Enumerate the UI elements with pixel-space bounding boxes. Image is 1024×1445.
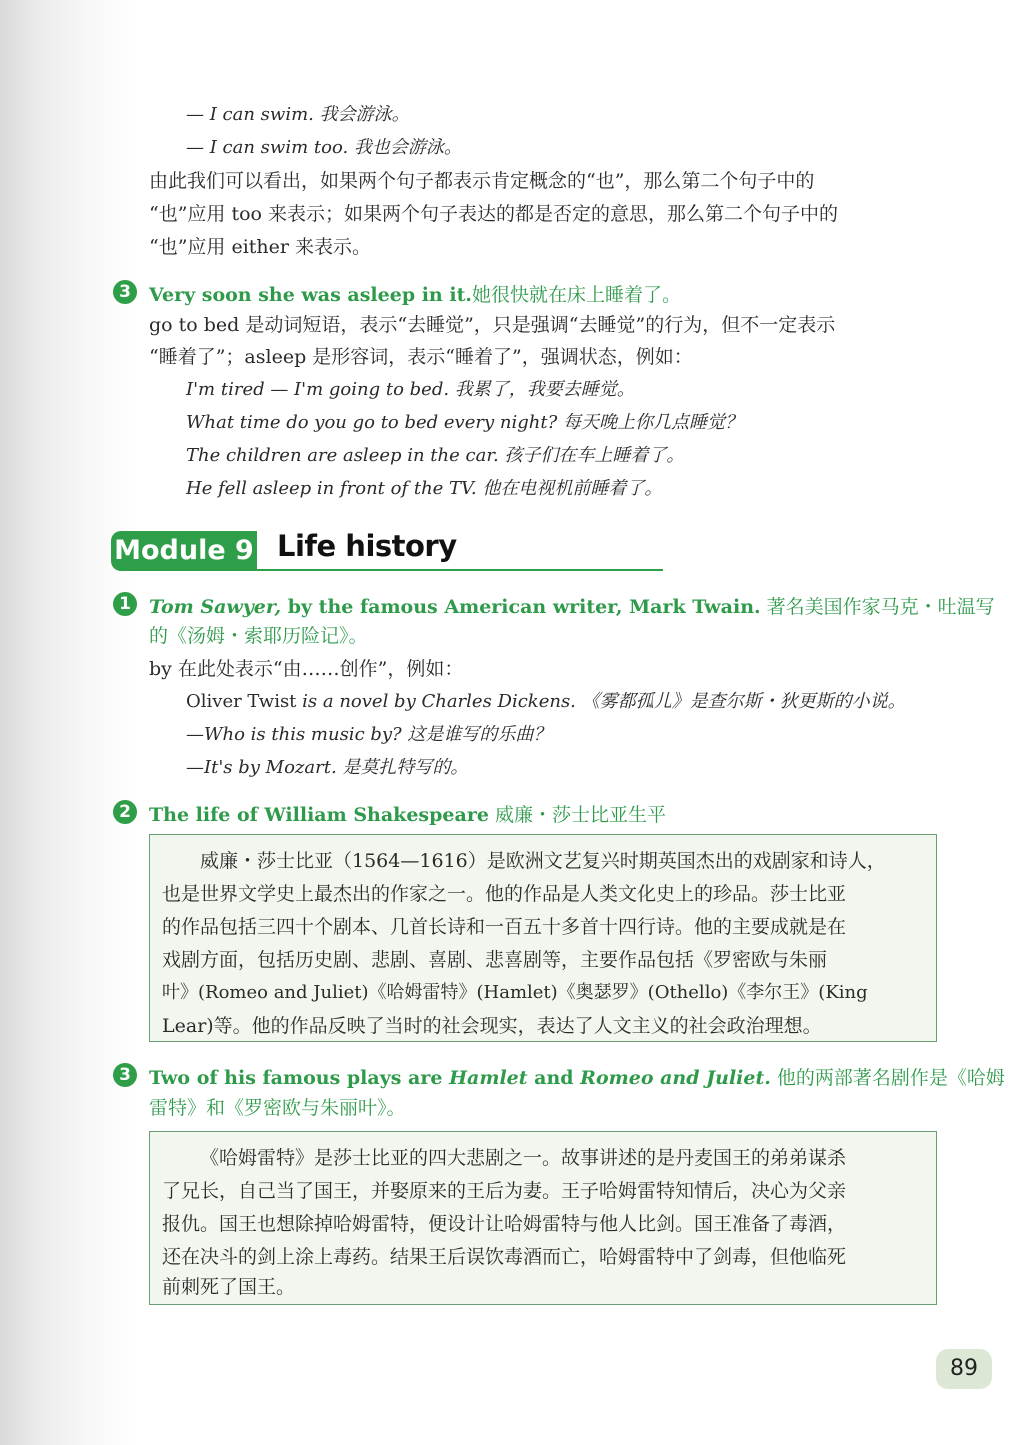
paragraph-line: 由此我们可以看出，如果两个句子都表示肯定概念的“也”，那么第二个句子中的 bbox=[149, 170, 815, 192]
box-line: 的作品包括三四十个剧本、几首长诗和一百五十多首十四行诗。他的主要成就是在 bbox=[162, 916, 847, 938]
module-badge: Module 9 bbox=[111, 531, 257, 571]
box-line: 还在决斗的剑上涂上毒药。结果王后误饮毒酒而亡，哈姆雷特中了剑毒，但他临死 bbox=[162, 1246, 847, 1268]
heading-english: The life of William Shakespeare bbox=[149, 804, 489, 826]
heading-chinese: 他的两部著名剧作是《哈姆 bbox=[770, 1067, 1005, 1089]
point-heading bbox=[149, 592, 995, 619]
example-line: —Who is this music by? 这是谁写的乐曲？ bbox=[186, 724, 552, 745]
example-line: The children are asleep in the car. 孩子们在车上睡着了。 bbox=[186, 445, 685, 466]
box-line: 报仇。国王也想除掉哈姆雷特，便设计让哈姆雷特与他人比剑。国王准备了毒酒， bbox=[162, 1213, 847, 1235]
heading-english: Very soon she was asleep in it. bbox=[149, 284, 472, 306]
box-line: 也是世界文学史上最杰出的作家之一。他的作品是人类文化史上的珍品。莎士比亚 bbox=[162, 883, 847, 905]
point-heading bbox=[149, 1063, 1005, 1090]
example-line: — I can swim too. 我也会游泳。 bbox=[186, 137, 462, 158]
paragraph-line: go to bed 是动词短语，表示“去睡觉”，只是强调“去睡觉”的行为，但不一定表示 bbox=[149, 314, 836, 336]
example-line: He fell asleep in front of the TV. 他在电视机前睡着了。 bbox=[186, 478, 663, 499]
heading-english: and bbox=[527, 1067, 581, 1089]
box-line: 前刺死了国王。 bbox=[162, 1276, 296, 1298]
module-underline bbox=[257, 569, 663, 571]
box-line: 威廉・莎士比亚（1564—1616）是欧洲文艺复兴时期英国杰出的戏剧家和诗人， bbox=[200, 850, 886, 872]
point-number-badge: 1 bbox=[113, 592, 137, 616]
info-box-shakespeare bbox=[149, 834, 937, 1042]
point-number-badge: 3 bbox=[113, 280, 137, 304]
point-number-badge: 3 bbox=[113, 1063, 137, 1087]
paragraph-line: by 在此处表示“由……创作”，例如： bbox=[149, 658, 464, 680]
heading-chinese-cont: 雷特》和《罗密欧与朱丽叶》。 bbox=[149, 1097, 406, 1119]
paragraph-line: “也”应用 too 来表示；如果两个句子表达的都是否定的意思，那么第二个句子中的 bbox=[149, 203, 839, 225]
book-title: Oliver Twist bbox=[186, 691, 297, 712]
example-line: — I can swim. 我会游泳。 bbox=[186, 104, 410, 125]
box-line: 了兄长，自己当了国王，并娶原来的王后为妻。王子哈姆雷特知情后，决心为父亲 bbox=[162, 1180, 847, 1202]
example-text: is a novel by Charles Dickens. 《雾都孤儿》是查尔斯・狄更斯的小说。 bbox=[296, 691, 906, 712]
example-line: What time do you go to bed every night? 每天晚上你几点睡觉？ bbox=[186, 412, 743, 433]
module-title: Life history bbox=[277, 529, 457, 563]
heading-chinese: 威廉・莎士比亚生平 bbox=[488, 804, 666, 826]
point-number-badge: 2 bbox=[113, 800, 137, 824]
box-line: 叶》(Romeo and Juliet)《哈姆雷特》(Hamlet)《奥瑟罗》(Othello)《李尔王》(King bbox=[162, 982, 868, 1003]
box-line: 戏剧方面，包括历史剧、悲剧、喜剧、悲喜剧等，主要作品包括《罗密欧与朱丽 bbox=[162, 949, 828, 971]
play-title: Romeo and Juliet. bbox=[580, 1067, 771, 1089]
box-line: Lear)等。他的作品反映了当时的社会现实，表达了人文主义的社会政治理想。 bbox=[162, 1015, 822, 1037]
example-line: —It's by Mozart. 是莫扎特写的。 bbox=[186, 757, 469, 778]
example-line bbox=[186, 687, 906, 713]
info-box-hamlet bbox=[149, 1131, 937, 1305]
heading-chinese: 她很快就在床上睡着了。 bbox=[471, 284, 681, 306]
box-line: 《哈姆雷特》是莎士比亚的四大悲剧之一。故事讲述的是丹麦国王的弟弟谋杀 bbox=[200, 1147, 847, 1169]
page-number: 89 bbox=[936, 1349, 992, 1389]
heading-chinese: 著名美国作家马克・吐温写 bbox=[760, 596, 995, 618]
paragraph-line: “也”应用 either 来表示。 bbox=[149, 236, 372, 258]
heading-chinese-cont: 的《汤姆・索耶历险记》。 bbox=[149, 625, 368, 647]
paragraph-line: “睡着了”；asleep 是形容词，表示“睡着了”，强调状态，例如： bbox=[149, 346, 693, 368]
example-line: I'm tired — I'm going to bed. 我累了，我要去睡觉。 bbox=[186, 379, 635, 400]
play-title: Hamlet bbox=[449, 1067, 528, 1089]
heading-english: Two of his famous plays are bbox=[149, 1067, 450, 1089]
point-heading bbox=[149, 280, 681, 307]
heading-english: by the famous American writer, Mark Twain. bbox=[281, 596, 761, 618]
heading-title-italic: Tom Sawyer, bbox=[149, 596, 282, 618]
point-heading bbox=[149, 800, 666, 827]
